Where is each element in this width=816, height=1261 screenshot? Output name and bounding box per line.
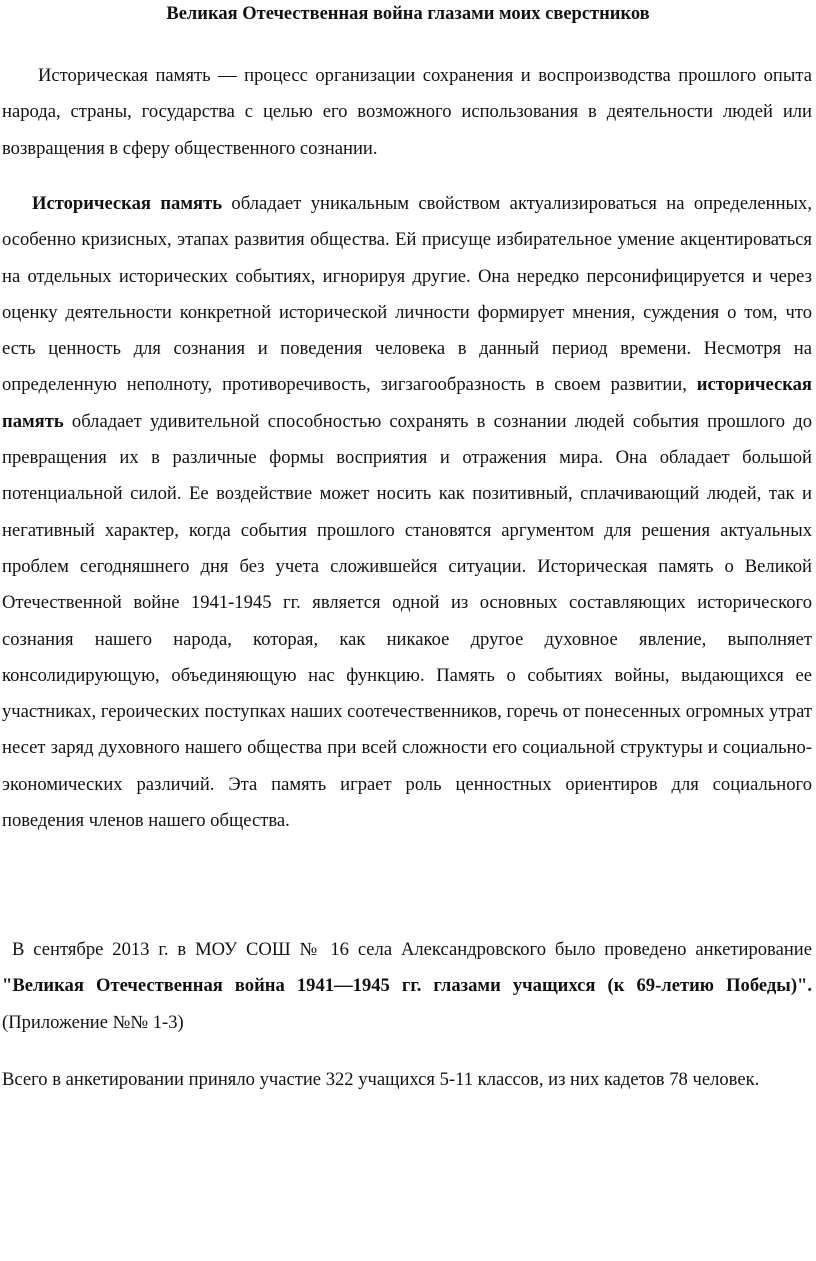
- bold-term-historical-memory-2: историческая память: [2, 374, 812, 432]
- bold-term-historical-memory: Историческая память: [32, 193, 223, 214]
- paragraph-participants: Всего в анкетировании приняло участие 322 учащихся 5-11 классов, из них кадетов 78 человек.: [2, 1069, 760, 1090]
- survey-appendix-ref: (Приложение №№ 1-3): [2, 1011, 184, 1033]
- paragraph-historical-memory: [2, 186, 812, 839]
- paragraph-text-2: обладает удивительной способностью сохранять в сознании людей события прошлого до превращения их в различные формы восприятия и отражения мира. Она обладает большой потенциальной силой. Ее воздействие может носить как позитивный, сплачивающий людей, так и негативный характер, когда события прошлого становятся аргументом для решения актуальных проблем сегодняшнего дня без учета сложившейся ситуации. Историческая память о Великой Отечественной войне 1941-1945 гг. является одной из основных составляющих исторического сознания нашего народа, которая, как никакое другое духовное явление, выполняет консолидирующую, объединяющую нас функцию. Память о событиях войны, выдающихся ее участниках, героических поступках наших соотечественников, горечь от понесенных огромных утрат несет заряд духовного нашего общества при всей сложности его социальной структуры и социально-экономических различий. Эта память играет роль ценностных ориентиров для социального поведения членов нашего общества.: [2, 410, 812, 832]
- survey-intro-text: В сентябре 2013 г. в МОУ СОШ № 16 села Александровского было проведено анкетирование: [12, 939, 812, 960]
- survey-title: "Великая Отечественная война 1941—1945 гг. глазами учащихся (к 69-летию Победы)".: [2, 975, 812, 997]
- paragraph-survey: [2, 932, 812, 1041]
- document-title: Великая Отечественная война глазами моих сверстников: [166, 4, 650, 24]
- paragraph-text: обладает уникальным свойством актуализироваться на определенных, особенно кризисных, этапах развития общества. Ей присуще избирательное умение акцентироваться на отдельных исторических событиях, игнорируя другие. Она нередко персонифицируется и через оценку деятельности конкретной исторической личности формирует мнения, суждения о том, что есть ценность для сознания и поведения человека в данный период времени. Несмотря на определенную неполноту, противоречивость, зигзагообразность в своем развитии,: [2, 193, 812, 396]
- paragraph-definition: Историческая память — процесс организации сохранения и воспроизводства прошлого опыта народа, страны, государства с целью его возможного использования в деятельности людей или возвращения в сферу общественного сознании.: [2, 65, 812, 159]
